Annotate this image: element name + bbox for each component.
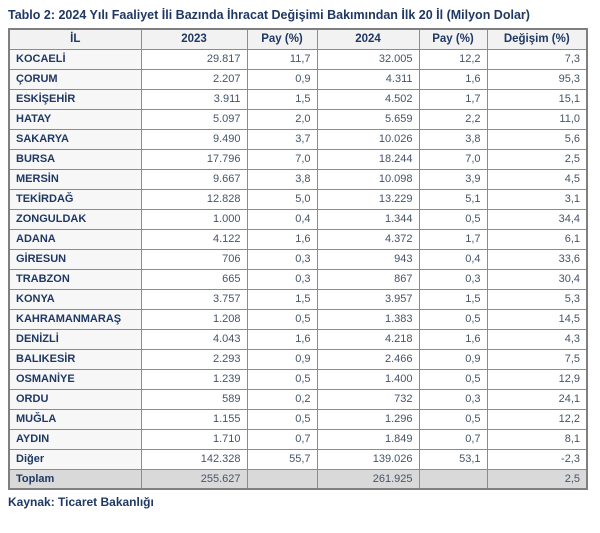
value-cell: 139.026 — [317, 449, 419, 469]
value-cell: 1,6 — [419, 329, 487, 349]
value-cell: 4.043 — [141, 329, 247, 349]
value-cell: 55,7 — [247, 449, 317, 469]
value-cell: 1.000 — [141, 209, 247, 229]
value-cell: 1.208 — [141, 309, 247, 329]
value-cell: 3,8 — [247, 169, 317, 189]
value-cell: 0,9 — [247, 69, 317, 89]
value-cell: 1,7 — [419, 229, 487, 249]
value-cell: 14,5 — [487, 309, 587, 329]
value-cell: 0,3 — [419, 389, 487, 409]
value-cell: 18.244 — [317, 149, 419, 169]
value-cell: 0,5 — [419, 369, 487, 389]
value-cell: 9.490 — [141, 129, 247, 149]
table-row — [9, 149, 587, 169]
value-cell: 0,5 — [419, 309, 487, 329]
province-cell: ZONGULDAK — [9, 209, 141, 229]
province-cell: ESKİŞEHİR — [9, 89, 141, 109]
value-cell: 0,2 — [247, 389, 317, 409]
value-cell: 867 — [317, 269, 419, 289]
value-cell: 4,5 — [487, 169, 587, 189]
table-row — [9, 369, 587, 389]
value-cell: 9.667 — [141, 169, 247, 189]
value-cell: 5,3 — [487, 289, 587, 309]
value-cell: 8,1 — [487, 429, 587, 449]
value-cell: 12,2 — [419, 49, 487, 69]
value-cell: 0,5 — [247, 409, 317, 429]
value-cell: 2,5 — [487, 469, 587, 489]
table-row — [9, 89, 587, 109]
value-cell — [419, 469, 487, 489]
value-cell: 4.218 — [317, 329, 419, 349]
value-cell: -2,3 — [487, 449, 587, 469]
value-cell: 12.828 — [141, 189, 247, 209]
value-cell: 0,7 — [247, 429, 317, 449]
table-row — [9, 429, 587, 449]
value-cell: 1,5 — [247, 289, 317, 309]
header-change: Değişim (%) — [487, 29, 587, 49]
source-note: Kaynak: Ticaret Bakanlığı — [8, 495, 154, 509]
value-cell: 2,5 — [487, 149, 587, 169]
table-row — [9, 169, 587, 189]
table-row — [9, 329, 587, 349]
table-row — [9, 389, 587, 409]
province-cell: Diğer — [9, 449, 141, 469]
value-cell: 2,0 — [247, 109, 317, 129]
value-cell: 0,9 — [419, 349, 487, 369]
value-cell: 3,8 — [419, 129, 487, 149]
value-cell: 142.328 — [141, 449, 247, 469]
table-row — [9, 249, 587, 269]
value-cell: 4.372 — [317, 229, 419, 249]
value-cell: 732 — [317, 389, 419, 409]
province-cell: BALIKESİR — [9, 349, 141, 369]
value-cell: 589 — [141, 389, 247, 409]
table-row — [9, 129, 587, 149]
table-row — [9, 409, 587, 429]
value-cell: 6,1 — [487, 229, 587, 249]
value-cell: 943 — [317, 249, 419, 269]
value-cell: 1.710 — [141, 429, 247, 449]
table-row — [9, 109, 587, 129]
value-cell: 0,7 — [419, 429, 487, 449]
value-cell: 3,7 — [247, 129, 317, 149]
header-share-2023: Pay (%) — [247, 29, 317, 49]
province-cell: KAHRAMANMARAŞ — [9, 309, 141, 329]
value-cell: 3,9 — [419, 169, 487, 189]
value-cell: 261.925 — [317, 469, 419, 489]
value-cell: 30,4 — [487, 269, 587, 289]
table-row — [9, 349, 587, 369]
value-cell: 255.627 — [141, 469, 247, 489]
province-cell: BURSA — [9, 149, 141, 169]
value-cell: 1,6 — [247, 229, 317, 249]
value-cell: 1.155 — [141, 409, 247, 429]
value-cell: 7,5 — [487, 349, 587, 369]
export-table — [8, 28, 588, 490]
table-row — [9, 269, 587, 289]
value-cell: 1.400 — [317, 369, 419, 389]
value-cell — [247, 469, 317, 489]
table-row — [9, 229, 587, 249]
value-cell: 0,4 — [419, 249, 487, 269]
province-cell: TRABZON — [9, 269, 141, 289]
value-cell: 2.207 — [141, 69, 247, 89]
value-cell: 4.502 — [317, 89, 419, 109]
value-cell: 13.229 — [317, 189, 419, 209]
value-cell: 32.005 — [317, 49, 419, 69]
table-title: Tablo 2: 2024 Yılı Faaliyet İli Bazında İhracat Değişimi Bakımından İlk 20 İl (Milyon Dolar) — [8, 8, 530, 22]
header-province: İL — [9, 29, 141, 49]
value-cell: 10.026 — [317, 129, 419, 149]
province-cell: MERSİN — [9, 169, 141, 189]
value-cell: 665 — [141, 269, 247, 289]
table-row — [9, 289, 587, 309]
value-cell: 0,5 — [419, 409, 487, 429]
table-row — [9, 469, 587, 489]
value-cell: 1.849 — [317, 429, 419, 449]
value-cell: 4,3 — [487, 329, 587, 349]
province-cell: MUĞLA — [9, 409, 141, 429]
value-cell: 0,9 — [247, 349, 317, 369]
province-cell: ÇORUM — [9, 69, 141, 89]
value-cell: 0,4 — [247, 209, 317, 229]
value-cell: 4.122 — [141, 229, 247, 249]
value-cell: 1.383 — [317, 309, 419, 329]
province-cell: AYDIN — [9, 429, 141, 449]
header-2024: 2024 — [317, 29, 419, 49]
province-cell: OSMANİYE — [9, 369, 141, 389]
value-cell: 0,5 — [419, 209, 487, 229]
value-cell: 11,7 — [247, 49, 317, 69]
province-cell: ORDU — [9, 389, 141, 409]
value-cell: 1.296 — [317, 409, 419, 429]
province-cell: TEKİRDAĞ — [9, 189, 141, 209]
value-cell: 5,1 — [419, 189, 487, 209]
table-row — [9, 69, 587, 89]
header-share-2024: Pay (%) — [419, 29, 487, 49]
value-cell: 2,2 — [419, 109, 487, 129]
value-cell: 5.659 — [317, 109, 419, 129]
table-body — [9, 49, 587, 489]
value-cell: 1,5 — [419, 289, 487, 309]
value-cell: 10.098 — [317, 169, 419, 189]
value-cell: 1,5 — [247, 89, 317, 109]
value-cell: 5.097 — [141, 109, 247, 129]
header-2023: 2023 — [141, 29, 247, 49]
province-cell: HATAY — [9, 109, 141, 129]
value-cell: 1.344 — [317, 209, 419, 229]
value-cell: 0,3 — [247, 249, 317, 269]
value-cell: 7,0 — [419, 149, 487, 169]
value-cell: 1,6 — [247, 329, 317, 349]
value-cell: 706 — [141, 249, 247, 269]
value-cell: 12,9 — [487, 369, 587, 389]
value-cell: 4.311 — [317, 69, 419, 89]
value-cell: 1,6 — [419, 69, 487, 89]
value-cell: 29.817 — [141, 49, 247, 69]
table-row — [9, 309, 587, 329]
table-row — [9, 449, 587, 469]
value-cell: 3.757 — [141, 289, 247, 309]
table-row — [9, 49, 587, 69]
value-cell: 3.957 — [317, 289, 419, 309]
value-cell: 2.466 — [317, 349, 419, 369]
province-cell: Toplam — [9, 469, 141, 489]
value-cell: 15,1 — [487, 89, 587, 109]
table-header-row — [9, 29, 587, 49]
value-cell: 2.293 — [141, 349, 247, 369]
value-cell: 0,5 — [247, 369, 317, 389]
province-cell: ADANA — [9, 229, 141, 249]
province-cell: KONYA — [9, 289, 141, 309]
value-cell: 33,6 — [487, 249, 587, 269]
value-cell: 11,0 — [487, 109, 587, 129]
value-cell: 3.911 — [141, 89, 247, 109]
value-cell: 17.796 — [141, 149, 247, 169]
value-cell: 12,2 — [487, 409, 587, 429]
value-cell: 7,0 — [247, 149, 317, 169]
value-cell: 0,3 — [247, 269, 317, 289]
province-cell: DENİZLİ — [9, 329, 141, 349]
value-cell: 34,4 — [487, 209, 587, 229]
value-cell: 5,0 — [247, 189, 317, 209]
value-cell: 7,3 — [487, 49, 587, 69]
table-row — [9, 189, 587, 209]
value-cell: 0,5 — [247, 309, 317, 329]
value-cell: 53,1 — [419, 449, 487, 469]
value-cell: 5,6 — [487, 129, 587, 149]
value-cell: 95,3 — [487, 69, 587, 89]
value-cell: 0,3 — [419, 269, 487, 289]
province-cell: SAKARYA — [9, 129, 141, 149]
value-cell: 3,1 — [487, 189, 587, 209]
province-cell: GİRESUN — [9, 249, 141, 269]
value-cell: 1,7 — [419, 89, 487, 109]
value-cell: 24,1 — [487, 389, 587, 409]
value-cell: 1.239 — [141, 369, 247, 389]
province-cell: KOCAELİ — [9, 49, 141, 69]
table-row — [9, 209, 587, 229]
